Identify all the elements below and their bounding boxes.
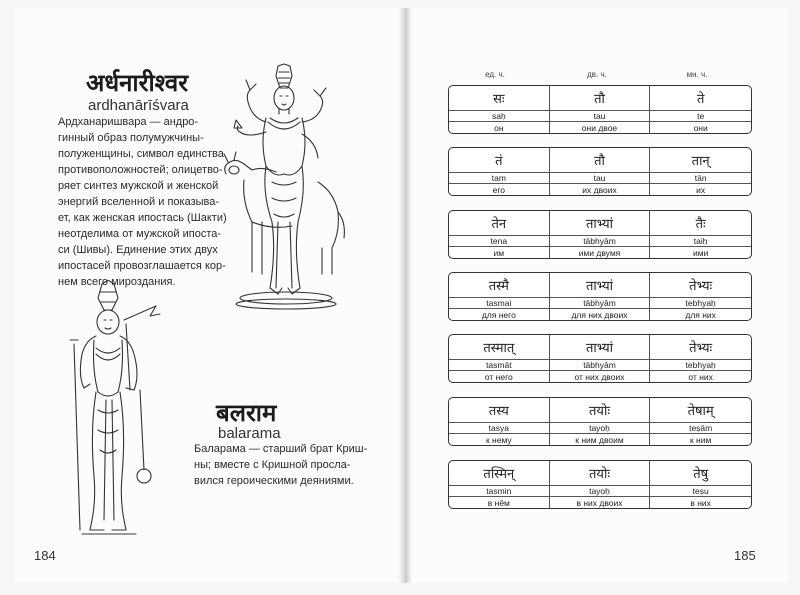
column-header-dual: дв. ч. <box>587 70 607 79</box>
ardhanarishvara-figure <box>222 62 362 312</box>
russian-translation: он <box>449 122 550 133</box>
transliteration: tābhyām <box>550 236 651 247</box>
description-line: ипостасей провозглашается кор- <box>58 260 226 272</box>
declension-card <box>448 147 752 196</box>
russian-translation: в них двоих <box>550 497 651 508</box>
transliteration: tayoḥ <box>550 486 651 497</box>
sanskrit-form: तौ <box>550 86 651 111</box>
sanskrit-form: तेभ्यः <box>650 273 751 298</box>
sanskrit-form: तेषाम् <box>650 398 751 423</box>
transliteration: saḥ <box>449 111 550 122</box>
russian-translation: для него <box>449 309 550 320</box>
sanskrit-form: तस्मिन् <box>449 461 550 486</box>
transliteration: tābhyām <box>550 298 651 309</box>
description-line: ряет синтез мужской и женской <box>58 180 219 192</box>
sanskrit-form: ताभ्यां <box>550 211 651 236</box>
transliteration: teṣām <box>650 423 751 434</box>
description-line: нем всего мироздания. <box>58 276 176 288</box>
russian-translation: к ним <box>689 434 712 445</box>
transliteration: teṣu <box>650 486 751 497</box>
russian-translation: их двоих <box>550 184 651 195</box>
description-line: противоположностей; олицетво- <box>58 164 223 176</box>
description-line: гинный образ полумужчины- <box>58 132 204 144</box>
transliteration: tau <box>550 111 651 122</box>
description-line: неотделима от мужской ипоста- <box>58 228 222 240</box>
page-number-left: 184 <box>34 548 56 563</box>
transliteration: tābhyām <box>550 360 651 371</box>
russian-translation: от них двоих <box>550 371 651 382</box>
book-gutter <box>398 8 412 583</box>
russian-translation: к ним двоим <box>550 434 651 445</box>
transliteration: tasya <box>449 423 550 434</box>
declension-card <box>448 460 752 509</box>
sanskrit-form: सः <box>449 86 550 111</box>
transliteration: tena <box>449 236 550 247</box>
transliteration: tān <box>650 173 751 184</box>
sanskrit-form: ते <box>650 86 751 111</box>
russian-translation: они двое <box>550 122 651 133</box>
balarama-title-latin: balarama <box>218 425 281 442</box>
balarama-title-devanagari: बलराम <box>216 399 277 427</box>
ardhanarishvara-title-latin: ardhanārīśvara <box>88 97 189 114</box>
sanskrit-form: तान् <box>650 148 751 173</box>
russian-translation: ими <box>692 247 709 258</box>
russian-translation: его <box>449 184 550 195</box>
transliteration: tasmin <box>449 486 550 497</box>
sanskrit-form: तैः <box>650 211 751 236</box>
sanskrit-form: तं <box>449 148 550 173</box>
transliteration: tasmai <box>449 298 550 309</box>
transliteration: te <box>650 111 751 122</box>
russian-translation: им <box>449 247 550 258</box>
russian-translation: в них <box>690 497 711 508</box>
ardhanarishvara-description <box>58 114 227 290</box>
column-header-singular: ед. ч. <box>485 70 505 79</box>
sanskrit-form: तस्य <box>449 398 550 423</box>
transliteration: tayoḥ <box>550 423 651 434</box>
russian-translation: для них <box>685 309 716 320</box>
transliteration: tam <box>449 173 550 184</box>
sanskrit-form: तौ <box>550 148 651 173</box>
description-line: вился героическими деяниями. <box>194 475 354 487</box>
sanskrit-form: तस्मात् <box>449 335 550 360</box>
description-line: ны; вместе с Кришной просла- <box>194 459 351 471</box>
russian-translation: ими двумя <box>550 247 651 258</box>
sanskrit-form: ताभ्यां <box>550 273 651 298</box>
description-line: ет, как женская ипостась (Шакти) <box>58 212 227 224</box>
description-line: Ардханаришвара — андро- <box>58 116 199 128</box>
description-line: энергий вселенной и показыва- <box>58 196 220 208</box>
description-line: си (Шивы). Единение этих двух <box>58 244 218 256</box>
russian-translation: от него <box>449 371 550 382</box>
transliteration: tebhyaḥ <box>650 360 751 371</box>
transliteration: tau <box>550 173 651 184</box>
description-line: Баларама — старший брат Криш- <box>194 443 368 455</box>
declension-card <box>448 210 752 259</box>
page-number-right: 185 <box>734 548 756 563</box>
balarama-description <box>194 441 367 489</box>
russian-translation: в нём <box>449 497 550 508</box>
sanskrit-form: तयोः <box>550 398 651 423</box>
transliteration: tebhyaḥ <box>650 298 751 309</box>
declension-card <box>448 85 752 134</box>
description-line: полуженщины, символ единства <box>58 148 224 160</box>
ardhanarishvara-title-devanagari: अर्धनारीश्वर <box>86 69 189 97</box>
transliteration: taiḥ <box>650 236 751 247</box>
russian-translation: для них двоих <box>550 309 651 320</box>
sanskrit-form: तस्मै <box>449 273 550 298</box>
declension-card <box>448 272 752 321</box>
russian-translation: к нему <box>449 434 550 445</box>
sanskrit-form: तेन <box>449 211 550 236</box>
sanskrit-form: तेभ्यः <box>650 335 751 360</box>
sanskrit-form: तेषु <box>650 461 751 486</box>
russian-translation: от них <box>688 371 713 382</box>
column-header-plural: мн. ч. <box>686 70 708 79</box>
sanskrit-form: तयोः <box>550 461 651 486</box>
balarama-figure <box>60 280 170 542</box>
declension-card <box>448 334 752 383</box>
sanskrit-form: ताभ्यां <box>550 335 651 360</box>
declension-card <box>448 397 752 446</box>
russian-translation: их <box>696 184 706 195</box>
transliteration: tasmāt <box>449 360 550 371</box>
russian-translation: они <box>693 122 708 133</box>
